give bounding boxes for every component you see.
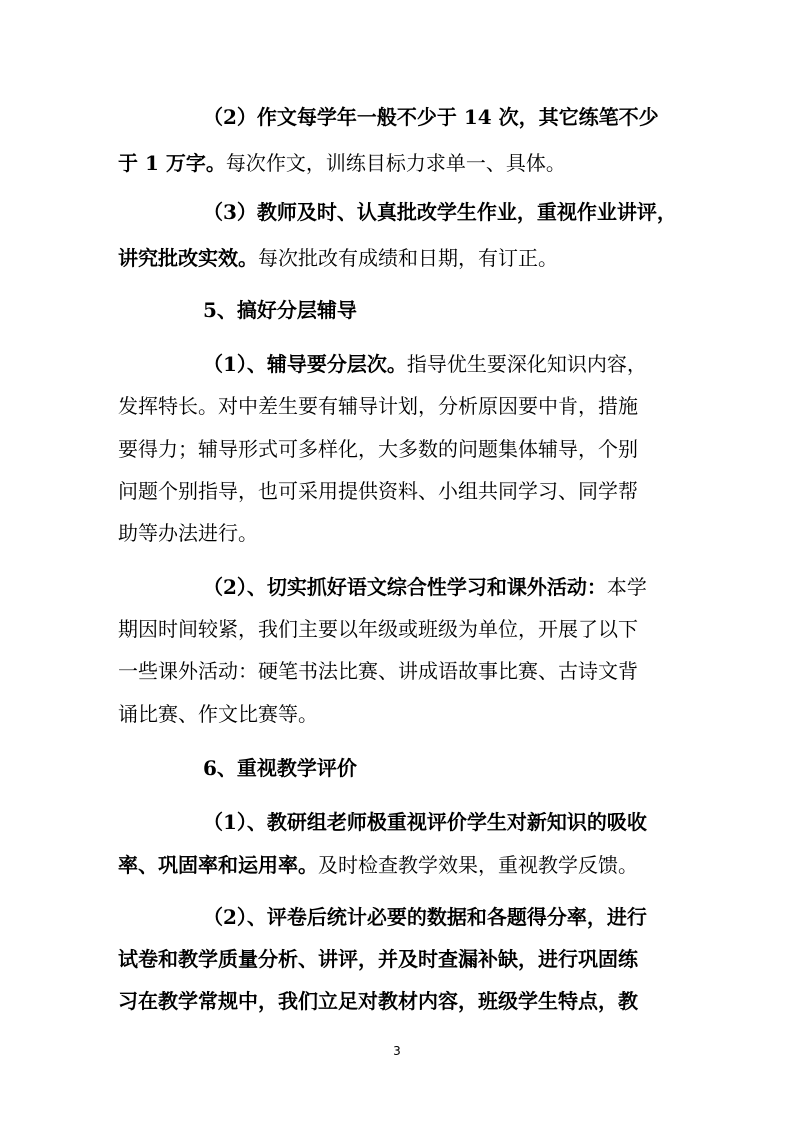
paragraph-line: 期因时间较紧，我们主要以年级或班级为单位，开展了以下 xyxy=(118,617,638,641)
paragraph-line: 发挥特长。对中差生要有辅导计划，分析原因要中肯，措施 xyxy=(118,394,638,418)
paragraph-line: （2）、切实抓好语文综合性学习和课外活动：本学 xyxy=(203,575,647,599)
paragraph-line: （2）作文每学年一般不少于 14 次，其它练笔不少 xyxy=(203,105,659,129)
paragraph-line: 助等办法进行。 xyxy=(118,521,258,545)
page-number: 3 xyxy=(393,1044,401,1058)
paragraph-line: 试卷和教学质量分析、讲评，并及时查漏补缺，进行巩固练 xyxy=(118,947,638,971)
paragraph-line: 率、巩固率和运用率。及时检查教学效果，重视教学反馈。 xyxy=(118,853,638,877)
paragraph-line: （1）、辅导要分层次。指导优生要深化知识内容， xyxy=(203,352,647,376)
section-heading: 5、搞好分层辅导 xyxy=(203,298,357,322)
paragraph-line: 要得力；辅导形式可多样化，大多数的问题集体辅导，个别 xyxy=(118,437,638,461)
paragraph-line: 一些课外活动：硬笔书法比赛、讲成语故事比赛、古诗文背 xyxy=(118,659,638,683)
paragraph-line: 于 1 万字。每次作文，训练目标力求单一、具体。 xyxy=(118,151,566,175)
paragraph-line: 问题个别指导，也可采用提供资料、小组共同学习、同学帮 xyxy=(118,479,638,503)
paragraph-line: （3）教师及时、认真批改学生作业，重视作业讲评， xyxy=(203,200,677,224)
section-heading: 6、重视教学评价 xyxy=(203,756,357,780)
paragraph-line: 习在教学常规中，我们立足对教材内容，班级学生特点，教 xyxy=(118,989,638,1013)
paragraph-line: 讲究批改实效。每次批改有成绩和日期，有订正。 xyxy=(118,246,558,270)
paragraph-line: （2）、评卷后统计必要的数据和各题得分率，进行 xyxy=(203,905,647,929)
paragraph-line: （1）、教研组老师极重视评价学生对新知识的吸收 xyxy=(203,810,647,834)
paragraph-line: 诵比赛、作文比赛等。 xyxy=(118,702,318,726)
